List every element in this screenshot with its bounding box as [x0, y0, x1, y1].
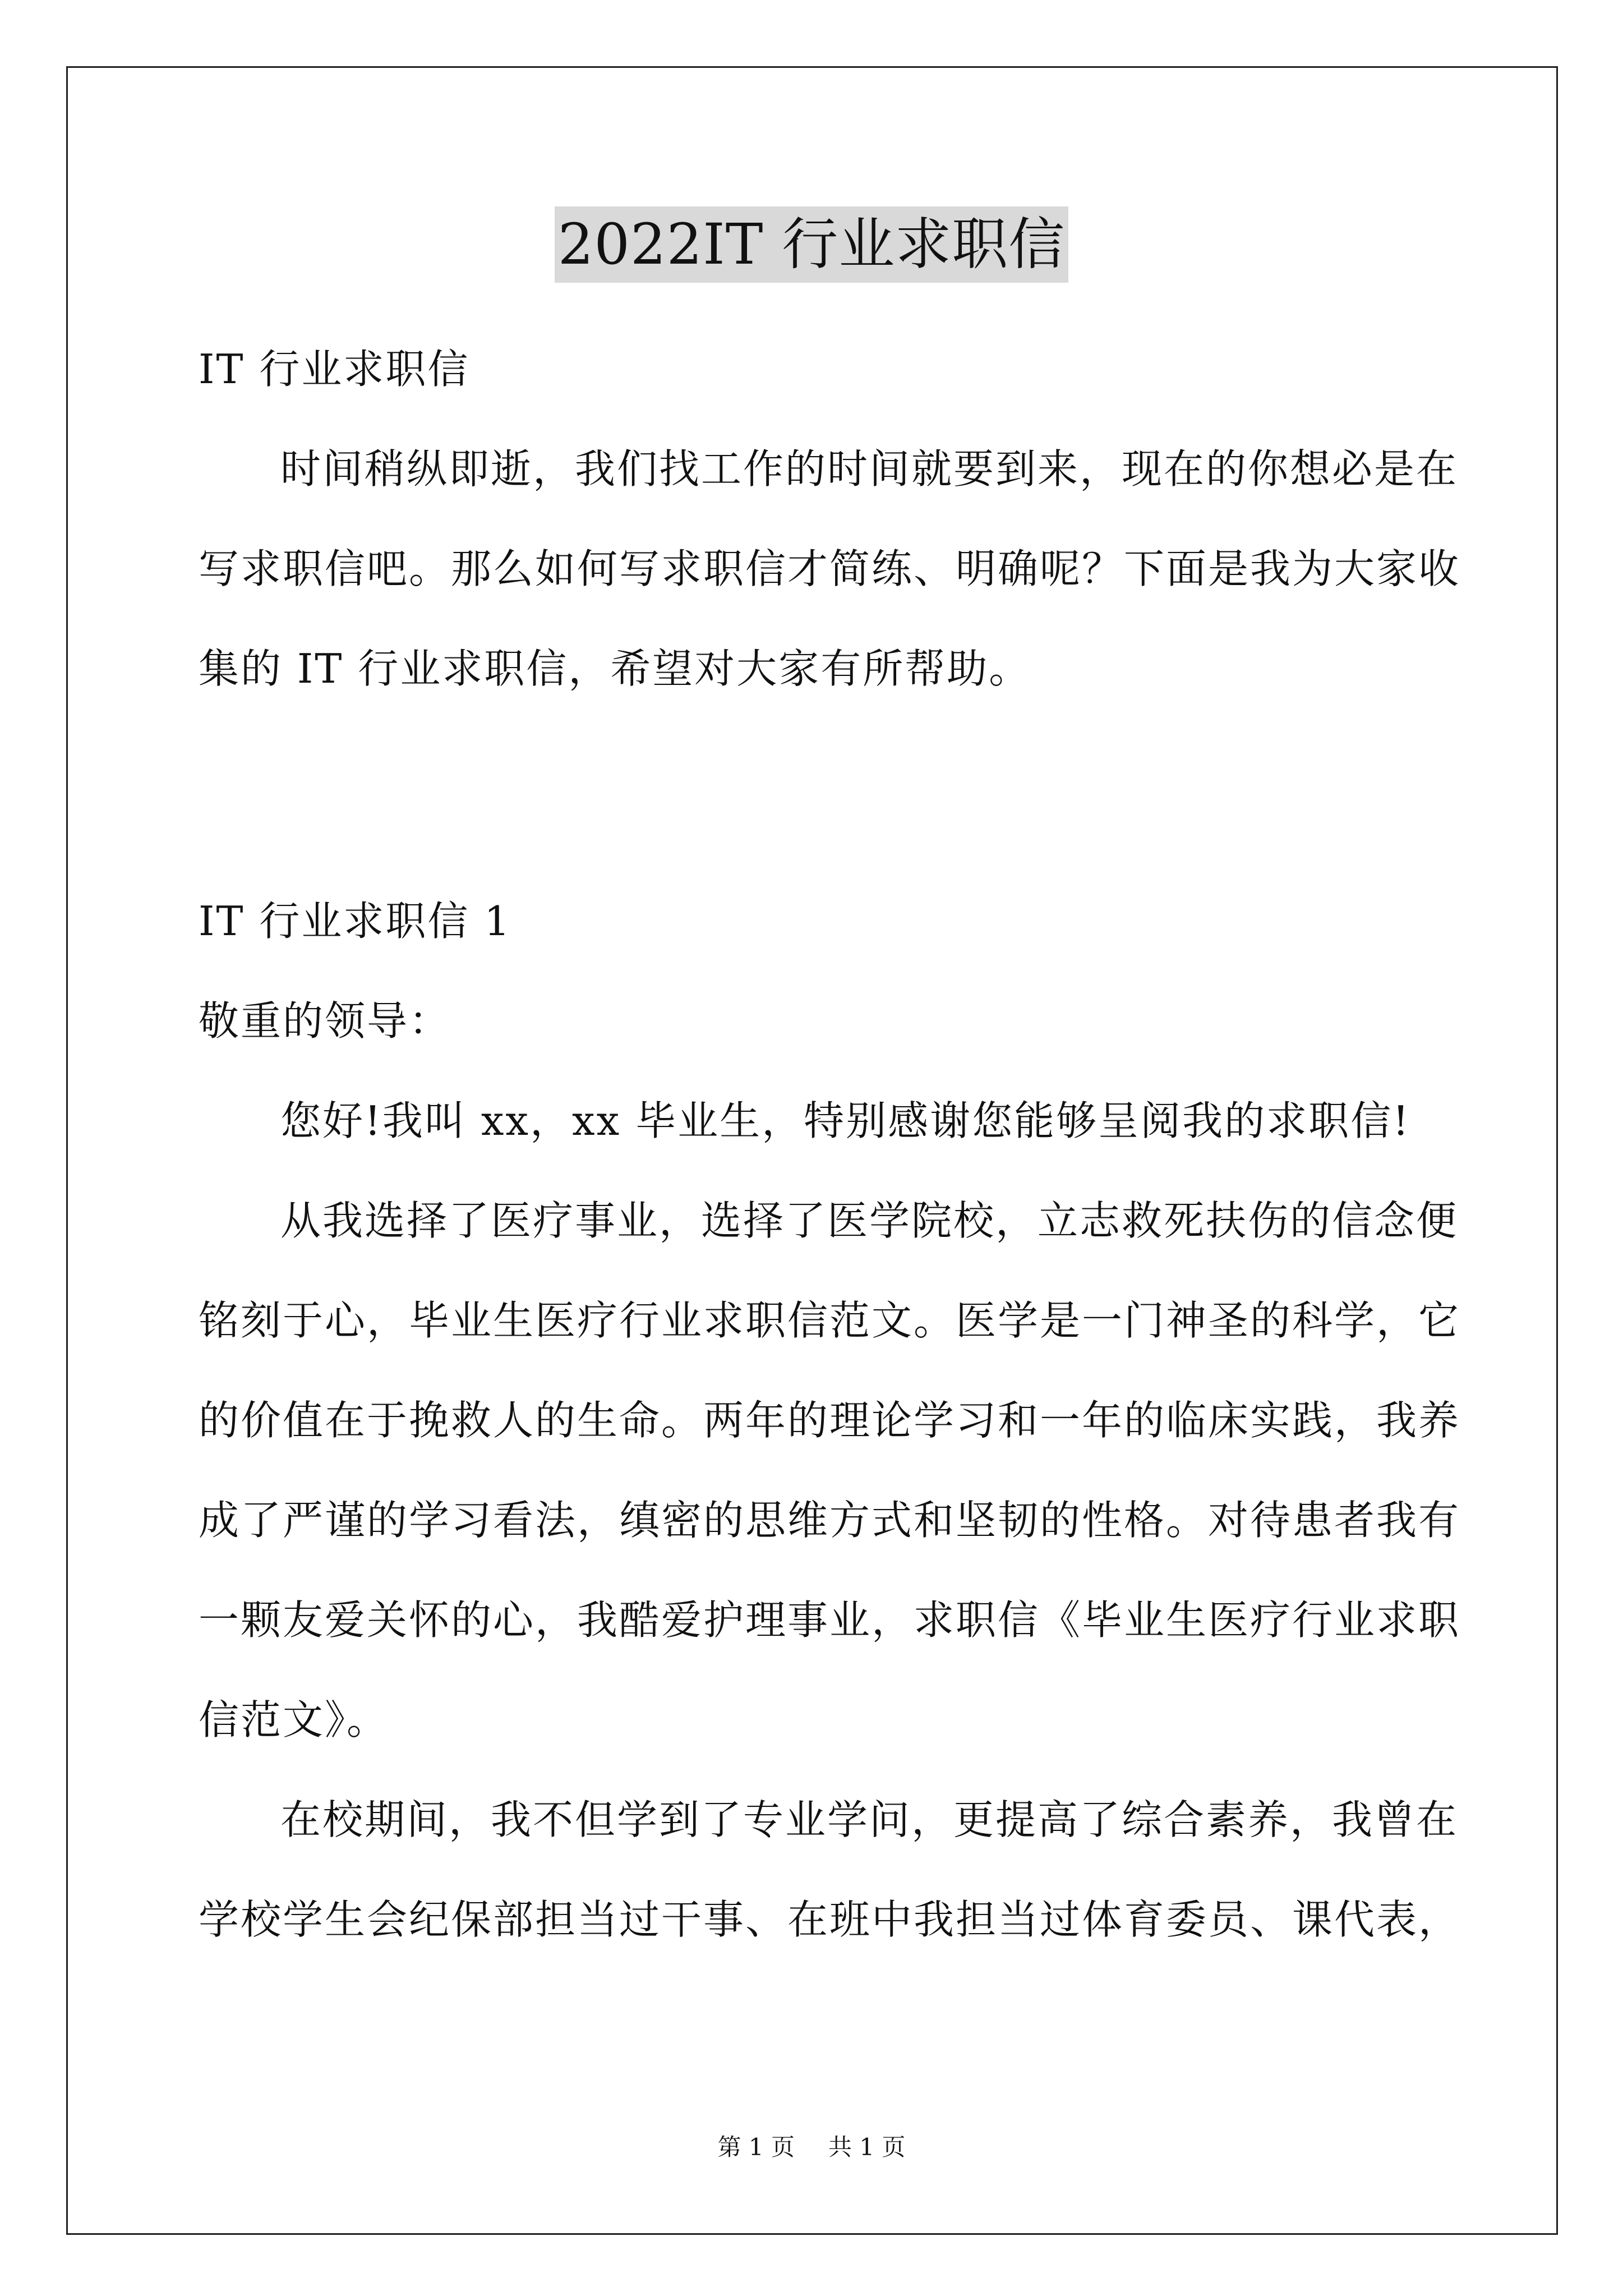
paragraph-line: 集的 IT 行业求职信，希望对大家有所帮助。 — [199, 645, 1031, 692]
paragraph-line: 信范文》。 — [199, 1696, 389, 1743]
page-number-total: 共 1 页 — [828, 2133, 906, 2161]
paragraph-line: 成了严谨的学习看法，缜密的思维方式和坚韧的性格。对待患者我有 — [199, 1497, 1461, 1544]
paragraph-line: 的价值在于挽救人的生命。两年的理论学习和一年的临床实践，我养 — [199, 1397, 1461, 1444]
salutation: 敬重的领导： — [199, 997, 451, 1045]
paragraph-line: 时间稍纵即逝，我们找工作的时间就要到来，现在的你想必是在 — [280, 445, 1459, 493]
paragraph-line: 写求职信吧。那么如何写求职信才简练、明确呢？下面是我为大家收 — [199, 545, 1461, 592]
page-footer — [0, 2132, 1623, 2163]
paragraph-line: 在校期间，我不但学到了专业学问，更提高了综合素养，我曾在 — [280, 1796, 1459, 1843]
document-title: 2022IT 行业求职信 — [555, 206, 1068, 283]
page-number-current: 第 1 页 — [717, 2133, 795, 2161]
section-heading: IT 行业求职信 — [199, 346, 470, 393]
paragraph-line: 从我选择了医疗事业，选择了医学院校，立志救死扶伤的信念便 — [280, 1197, 1459, 1244]
paragraph-line: 一颗友爱关怀的心，我酷爱护理事业，求职信《毕业生医疗行业求职 — [199, 1596, 1461, 1644]
paragraph-line: 学校学生会纪保部担当过干事、在班中我担当过体育委员、课代表， — [199, 1896, 1461, 1943]
title-container — [0, 206, 1623, 283]
section-heading: IT 行业求职信 1 — [199, 898, 512, 945]
paragraph-line: 铭刻于心，毕业生医疗行业求职信范文。医学是一门神圣的科学，它 — [199, 1297, 1461, 1344]
paragraph-line: 您好!我叫 xx，xx 毕业生，特别感谢您能够呈阅我的求职信! — [280, 1097, 1411, 1144]
